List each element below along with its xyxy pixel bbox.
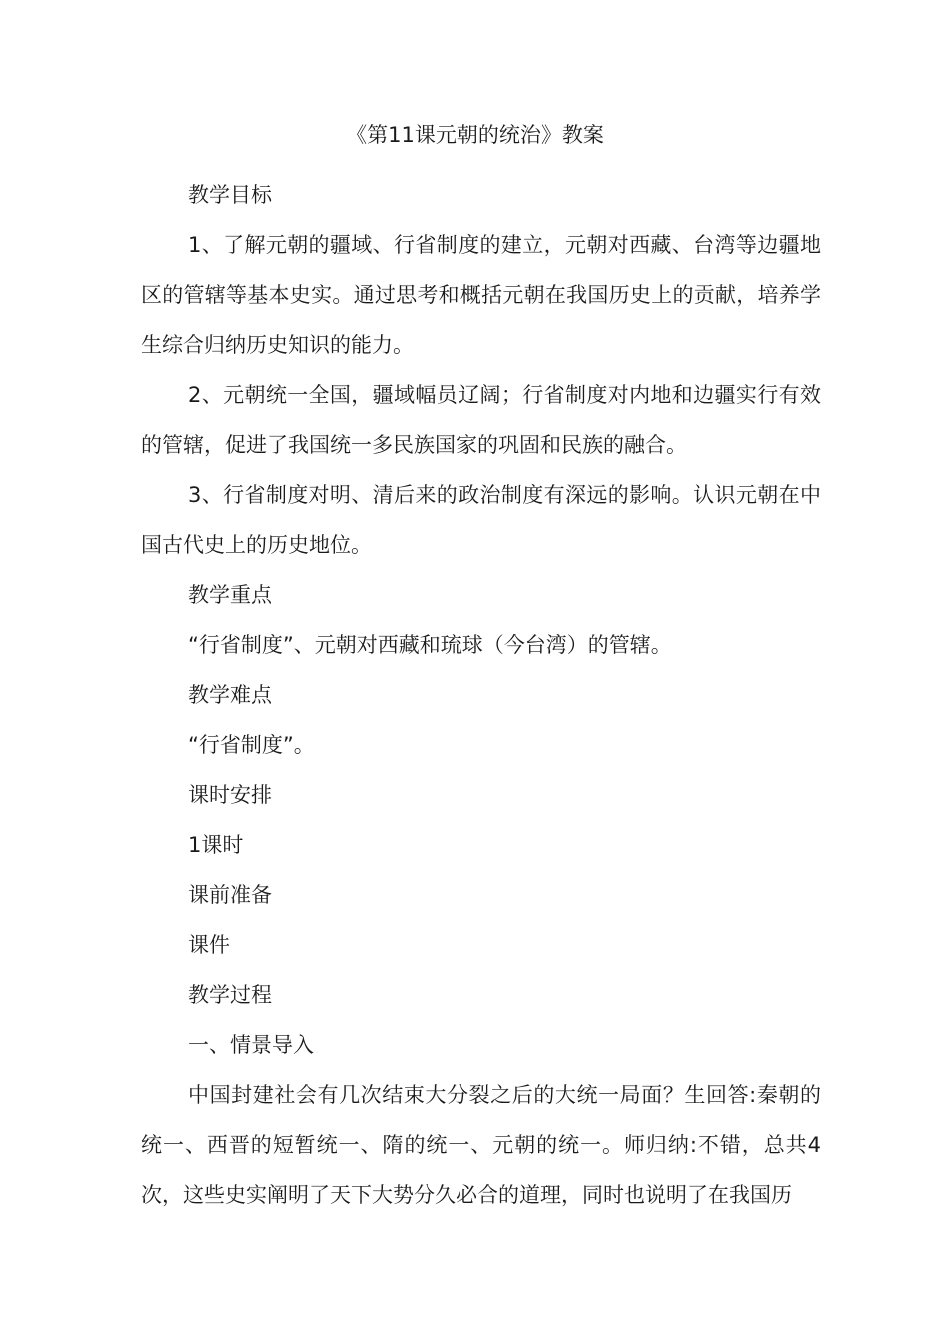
objective-paragraph-3: 3、行省制度对明、清后来的政治制度有深远的影响。认识元朝在中国古代史上的历史地位。 bbox=[141, 483, 821, 557]
heading-teaching-objectives: 教学目标 bbox=[188, 183, 272, 207]
heading-schedule: 课时安排 bbox=[188, 783, 272, 807]
heading-introduction: 一、情景导入 bbox=[188, 1033, 314, 1057]
heading-key-points: 教学重点 bbox=[188, 583, 272, 607]
difficulties-text: “行省制度”。 bbox=[188, 733, 315, 757]
document-title: 《第11课元朝的统治》教案 bbox=[346, 123, 604, 147]
key-points-text: “行省制度”、元朝对西藏和琉球（今台湾）的管辖。 bbox=[188, 633, 672, 657]
preparation-text: 课件 bbox=[188, 933, 230, 957]
schedule-text: 1课时 bbox=[188, 833, 244, 857]
objective-paragraph-2: 2、元朝统一全国，疆域幅员辽阔；行省制度对内地和边疆实行有效的管辖，促进了我国统一多民族国家的巩固和民族的融合。 bbox=[141, 383, 821, 457]
heading-process: 教学过程 bbox=[188, 983, 272, 1007]
objective-paragraph-1: 1、了解元朝的疆域、行省制度的建立，元朝对西藏、台湾等边疆地区的管辖等基本史实。通过思考和概括元朝在我国历史上的贡献，培养学生综合归纳历史知识的能力。 bbox=[141, 233, 821, 357]
heading-difficulties: 教学难点 bbox=[188, 683, 272, 707]
introduction-paragraph: 中国封建社会有几次结束大分裂之后的大统一局面？生回答:秦朝的统一、西晋的短暂统一、隋的统一、元朝的统一。师归纳:不错，总共4次，这些史实阐明了天下大势分久必合的道理，同时也说明了在我国历 bbox=[141, 1083, 821, 1207]
document-body bbox=[141, 170, 821, 1220]
heading-preparation: 课前准备 bbox=[188, 883, 272, 907]
